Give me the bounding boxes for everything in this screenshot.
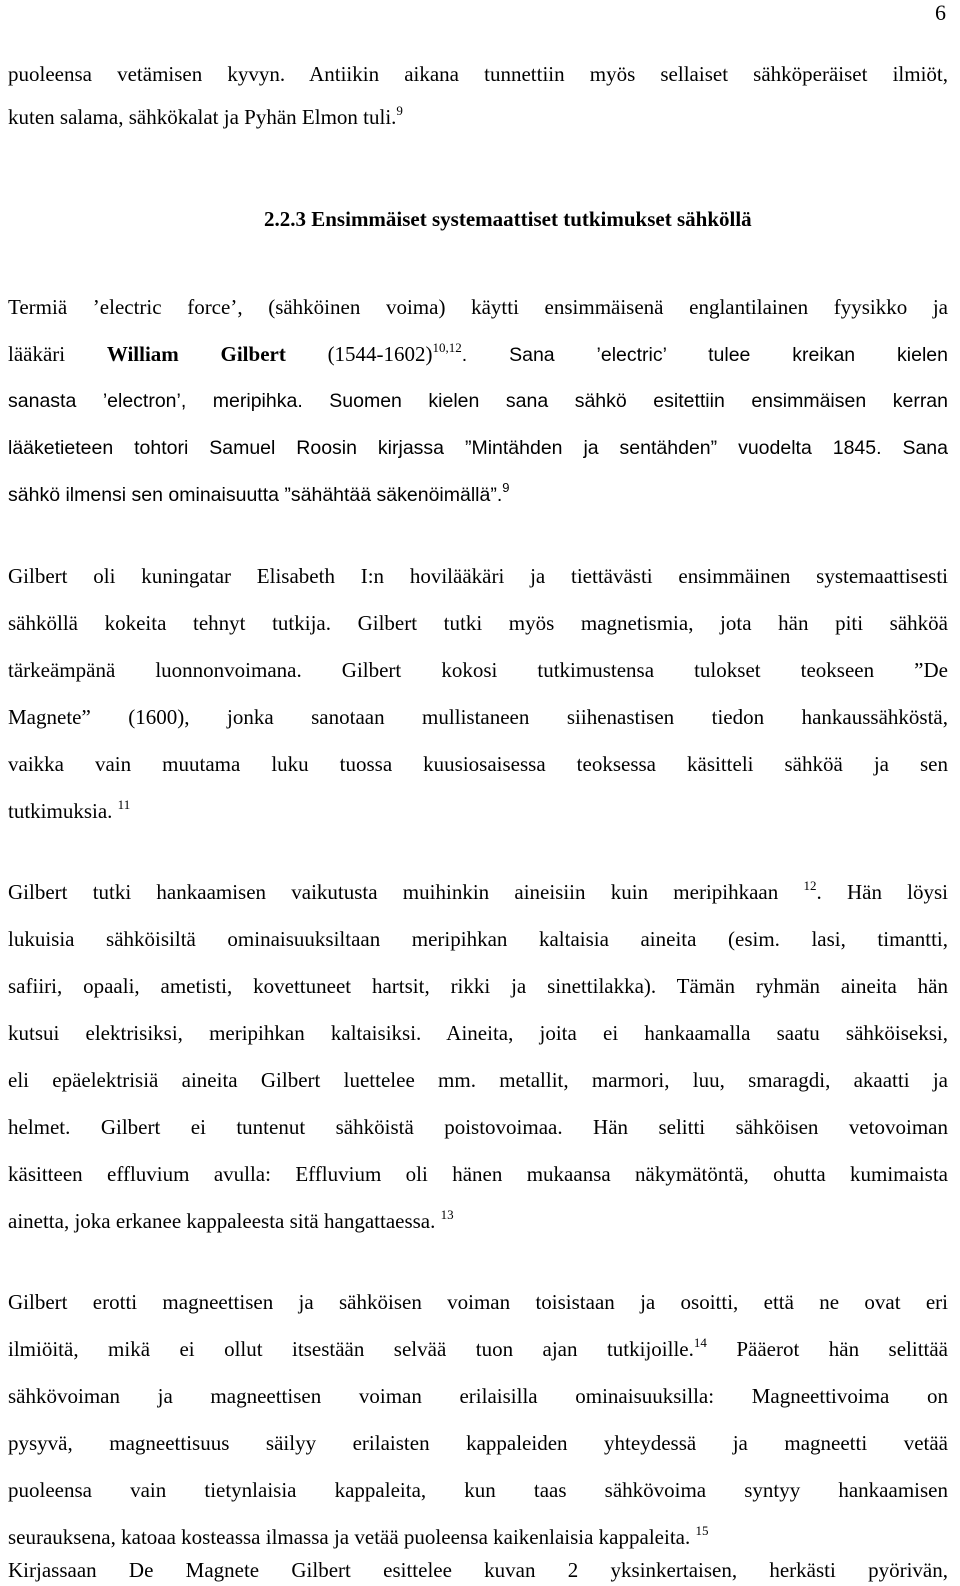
- footnote-ref: 9: [396, 103, 403, 118]
- footnote-ref: 11: [117, 797, 131, 812]
- text-line: ilmiöitä, mikä ei ollut itsestään selvää tuon ajan tutkijoille.$^{14}$ Pääerot hän selittää: [8, 1335, 949, 1361]
- text-line: Gilbert erotti magneettisen ja sähköisen voiman toisistaan ja osoitti, että ne ovat eri: [8, 1290, 948, 1314]
- text-line: safiiri, opaali, ametisti, kovettuneet hartsit, rikki ja sinettilakka). Tämän ryhmän aineita hän: [8, 974, 948, 998]
- text-line: lukuisia sähköisiltä ominaisuuksiltaan meripihkan kaltaisia aineita (esim. lasi, timantti,: [8, 927, 948, 951]
- text-line: Termiä ’electric force’, (sähköinen voima) käytti ensimmäisenä englantilainen fyysikko ja: [8, 295, 948, 319]
- text-line: vaikka vain muutama luku tuossa kuusiosaisessa teoksessa käsitteli sähköä ja sen: [8, 752, 948, 776]
- footnote-ref: 14: [693, 1335, 707, 1350]
- text-line: käsitteen effluvium avulla: Effluvium oli hänen mukaansa näkymätöntä, ohutta kumimaista: [8, 1162, 948, 1186]
- text-line: tutkimuksia. $^{11}$: [8, 797, 131, 823]
- text-line: Gilbert oli kuningatar Elisabeth I:n hovilääkäri ja tiettävästi ensimmäinen systemaattisesti: [8, 564, 948, 588]
- text-line: lääketieteen tohtori Samuel Roosin kirjassa ”Mintähden ja sentähden” vuodelta 1845. Sana: [8, 437, 948, 459]
- section-heading: 2.2.3 Ensimmäiset systemaattiset tutkimukset sähköllä: [264, 207, 752, 231]
- text-line: ainetta, joka erkanee kappaleesta sitä hangattaessa. $^{13}$: [8, 1207, 454, 1233]
- text-line: sähkö ilmensi sen ominaisuutta ”sähähtää säkenöimällä”.$^9$: [8, 480, 510, 506]
- text-line: Gilbert tutki hankaamisen vaikutusta muihinkin aineisiin kuin meripihkaan $^{12}$. Hän löysi: [8, 878, 949, 904]
- footnote-ref: 9: [502, 480, 510, 495]
- text-line: lääkäri William Gilbert (1544-1602)$^{10,12}$. Sana ’electric’ tulee kreikan kielen: [8, 340, 948, 366]
- text-line: seurauksena, katoaa kosteassa ilmassa ja vetää puoleensa kaikenlaisia kappaleita. $^{15}$: [8, 1523, 709, 1549]
- text-line: Kirjassaan De Magnete Gilbert esittelee kuvan 2 yksinkertaisen, herkästi pyörivän,: [8, 1558, 948, 1582]
- text-line: puoleensa vetämisen kyvyn. Antiikin aikana tunnettiin myös sellaiset sähköperäiset ilmiöt,: [8, 62, 948, 86]
- footnote-ref: 13: [440, 1207, 454, 1222]
- text-line: sähkövoiman ja magneettisen voiman erilaisilla ominaisuuksilla: Magneettivoima on: [8, 1384, 948, 1408]
- text-line: Magnete” (1600), jonka sanotaan mullistaneen siihenastisen tiedon hankaussähköstä,: [8, 705, 948, 729]
- text-line: kutsui elektrisiksi, meripihkan kaltaisiksi. Aineita, joita ei hankaamalla saatu sähköiseksi,: [8, 1021, 948, 1045]
- text-line: pysyvä, magneettisuus säilyy erilaisten kappaleiden yhteydessä ja magneetti vetää: [8, 1431, 948, 1455]
- page-number: 6: [935, 0, 946, 25]
- person-name: William Gilbert: [106, 342, 286, 366]
- footnote-ref: 10,12: [432, 340, 462, 355]
- footnote-ref: 12: [803, 878, 817, 893]
- text-line: kuten salama, sähkökalat ja Pyhän Elmon tuli.$^9$: [8, 103, 403, 129]
- footnote-ref: 15: [695, 1523, 709, 1538]
- text-line: puoleensa vain tietynlaisia kappaleita, kun taas sähkövoima syntyy hankaamisen: [8, 1478, 948, 1502]
- text-line: sanasta ’electron’, meripihka. Suomen kielen sana sähkö esitettiin ensimmäisen kerran: [8, 390, 948, 412]
- text-line: sähköllä kokeita tehnyt tutkija. Gilbert tutki myös magnetismia, jota hän piti sähköä: [8, 611, 948, 635]
- text-line: tärkeämpänä luonnonvoimana. Gilbert kokosi tutkimustensa tulokset teokseen ”De: [8, 658, 948, 682]
- text-line: helmet. Gilbert ei tuntenut sähköistä poistovoimaa. Hän selitti sähköisen vetovoiman: [8, 1115, 948, 1139]
- text-line: eli epäelektrisiä aineita Gilbert luettelee mm. metallit, marmori, luu, smaragdi, akaatti ja: [8, 1068, 948, 1092]
